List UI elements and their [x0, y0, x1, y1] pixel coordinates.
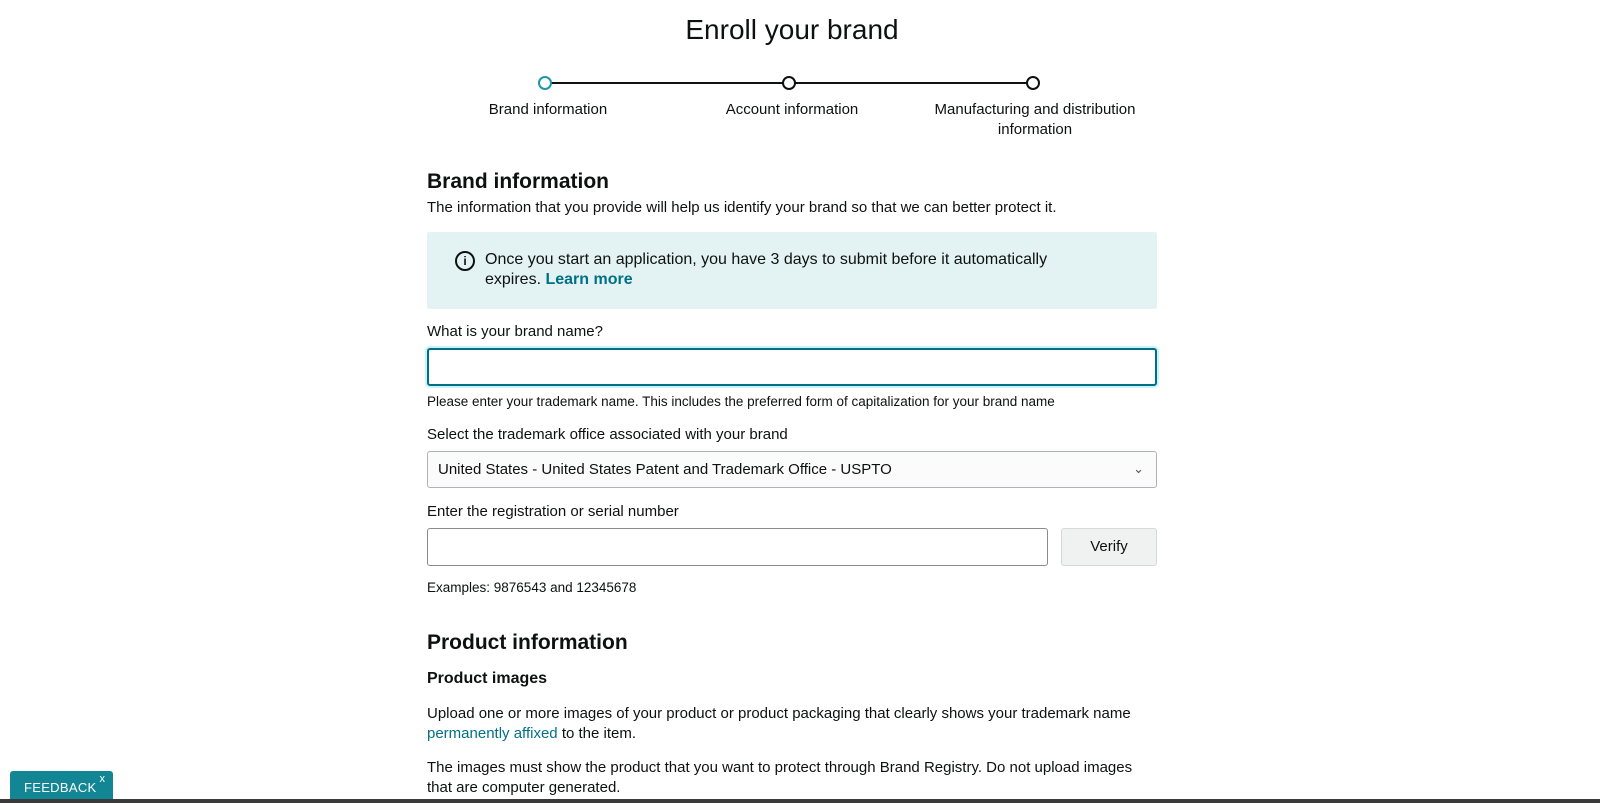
step-dot: [782, 76, 796, 90]
chevron-down-icon: ⌄: [1133, 461, 1144, 476]
bottom-divider: [0, 799, 1600, 803]
expiry-notice: [427, 232, 1157, 309]
notice-text: [485, 250, 1105, 290]
registration-number-input[interactable]: [427, 528, 1048, 566]
registration-help: Examples: 9876543 and 12345678: [427, 580, 637, 595]
registration-label: Enter the registration or serial number: [427, 503, 679, 520]
notice-message: Once you start an application, you have 3 days to submit before it automatically expires.: [485, 251, 1048, 288]
section-description: The information that you provide will help us identify your brand so that we can better protect it.: [427, 199, 1057, 216]
stepper-line: [548, 82, 786, 84]
brand-name-help: Please enter your trademark name. This includes the preferred form of capitalization for your brand name: [427, 394, 1055, 409]
section-heading-brand: Brand information: [427, 170, 609, 193]
info-icon: i: [455, 251, 475, 271]
trademark-office-value: United States - United States Patent and Trademark Office - USPTO: [438, 461, 892, 478]
section-heading-product: Product information: [427, 631, 628, 654]
step-label-manufacturing: Manufacturing and distribution information: [934, 101, 1136, 138]
product-images-heading: Product images: [427, 670, 548, 687]
instructions-tail: to the item.: [561, 725, 637, 742]
feedback-label: FEEDBACK: [24, 780, 97, 795]
instructions-text: Upload one or more images of your product or product packaging that clearly shows your trademark name: [427, 705, 1131, 722]
brand-name-input[interactable]: [427, 348, 1157, 386]
verify-button[interactable]: Verify: [1061, 528, 1157, 566]
close-icon[interactable]: x: [99, 773, 105, 785]
page-title: Enroll your brand: [685, 14, 899, 45]
trademark-office-select[interactable]: [427, 451, 1157, 488]
trademark-office-label: Select the trademark office associated with your brand: [427, 426, 788, 443]
stepper-line: [792, 82, 1028, 84]
product-images-note: The images must show the product that you want to protect through Brand Registry. Do not upload images that are computer generated.: [427, 759, 1133, 796]
product-images-instructions: [427, 704, 1167, 744]
progress-stepper: [540, 74, 1040, 90]
step-dot: [1026, 76, 1040, 90]
learn-more-link[interactable]: Learn more: [545, 271, 633, 288]
feedback-button[interactable]: [10, 771, 113, 799]
step-dot-active: [538, 76, 552, 90]
step-label-brand: Brand information: [488, 101, 608, 118]
step-label-account: Account information: [725, 101, 859, 118]
brand-name-label: What is your brand name?: [427, 323, 603, 340]
permanently-affixed-link[interactable]: permanently affixed: [427, 725, 558, 742]
